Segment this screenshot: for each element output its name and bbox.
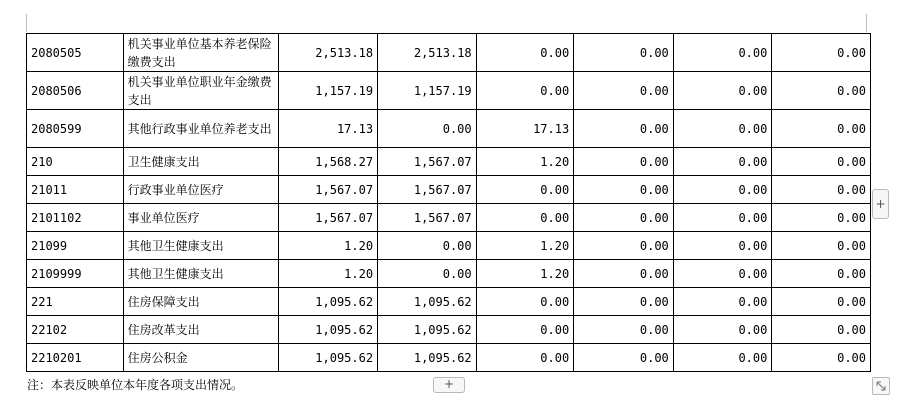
cell-col6[interactable]: 0.00 — [772, 288, 871, 316]
table-row — [27, 288, 871, 316]
cell-total[interactable]: 1,095.62 — [279, 316, 378, 344]
cell-col4[interactable]: 0.00 — [574, 148, 674, 176]
cell-basic[interactable]: 1,095.62 — [378, 288, 477, 316]
cell-basic[interactable]: 1,567.07 — [378, 204, 477, 232]
resize-arrows-icon — [873, 378, 889, 394]
cell-col5[interactable]: 0.00 — [673, 110, 772, 148]
cell-basic[interactable]: 0.00 — [378, 232, 477, 260]
cell-project[interactable]: 1.20 — [476, 148, 574, 176]
cell-col6[interactable]: 0.00 — [772, 176, 871, 204]
table-row — [27, 316, 871, 344]
cell-project[interactable]: 0.00 — [476, 344, 574, 372]
table-footnote: 注：本表反映单位本年度各项支出情况。 — [27, 378, 244, 392]
cell-code[interactable]: 21099 — [27, 232, 124, 260]
table-row — [27, 148, 871, 176]
page-corner-mark-right — [866, 14, 868, 32]
cell-basic[interactable]: 1,095.62 — [378, 316, 477, 344]
expenditure-table — [26, 33, 871, 372]
table-body — [27, 34, 871, 372]
cell-basic[interactable]: 0.00 — [378, 110, 477, 148]
cell-project[interactable]: 1.20 — [476, 260, 574, 288]
cell-col6[interactable]: 0.00 — [772, 110, 871, 148]
cell-col4[interactable]: 0.00 — [574, 260, 674, 288]
cell-total[interactable]: 2,513.18 — [279, 34, 378, 72]
cell-col5[interactable]: 0.00 — [673, 72, 772, 110]
cell-basic[interactable]: 0.00 — [378, 260, 477, 288]
cell-col6[interactable]: 0.00 — [772, 260, 871, 288]
cell-col4[interactable]: 0.00 — [574, 204, 674, 232]
cell-col6[interactable]: 0.00 — [772, 34, 871, 72]
cell-project[interactable]: 0.00 — [476, 204, 574, 232]
cell-basic[interactable]: 1,095.62 — [378, 344, 477, 372]
cell-code[interactable]: 22102 — [27, 316, 124, 344]
cell-name[interactable]: 住房公积金 — [123, 344, 279, 372]
cell-col6[interactable]: 0.00 — [772, 72, 871, 110]
cell-basic[interactable]: 1,567.07 — [378, 176, 477, 204]
cell-col6[interactable]: 0.00 — [772, 316, 871, 344]
cell-col4[interactable]: 0.00 — [574, 344, 674, 372]
cell-total[interactable]: 17.13 — [279, 110, 378, 148]
cell-col5[interactable]: 0.00 — [673, 148, 772, 176]
cell-basic[interactable]: 1,567.07 — [378, 148, 477, 176]
cell-name[interactable]: 卫生健康支出 — [123, 148, 279, 176]
table-row — [27, 204, 871, 232]
table-row — [27, 72, 871, 110]
cell-col4[interactable]: 0.00 — [574, 316, 674, 344]
cell-project[interactable]: 0.00 — [476, 72, 574, 110]
cell-col5[interactable]: 0.00 — [673, 34, 772, 72]
cell-total[interactable]: 1.20 — [279, 260, 378, 288]
cell-col6[interactable]: 0.00 — [772, 148, 871, 176]
cell-name[interactable]: 事业单位医疗 — [123, 204, 279, 232]
cell-total[interactable]: 1.20 — [279, 232, 378, 260]
cell-name[interactable]: 行政事业单位医疗 — [123, 176, 279, 204]
cell-name[interactable]: 住房改革支出 — [123, 316, 279, 344]
cell-code[interactable]: 2080506 — [27, 72, 124, 110]
cell-col5[interactable]: 0.00 — [673, 344, 772, 372]
cell-name[interactable]: 机关事业单位职业年金缴费支出 — [123, 72, 279, 110]
table-row — [27, 176, 871, 204]
cell-col4[interactable]: 0.00 — [574, 72, 674, 110]
table-row — [27, 260, 871, 288]
cell-basic[interactable]: 2,513.18 — [378, 34, 477, 72]
cell-code[interactable]: 221 — [27, 288, 124, 316]
cell-project[interactable]: 0.00 — [476, 176, 574, 204]
table-row — [27, 34, 871, 72]
cell-code[interactable]: 2210201 — [27, 344, 124, 372]
cell-name[interactable]: 其他卫生健康支出 — [123, 260, 279, 288]
cell-col6[interactable]: 0.00 — [772, 232, 871, 260]
cell-project[interactable]: 0.00 — [476, 34, 574, 72]
add-row-button[interactable]: + — [433, 377, 465, 393]
cell-name[interactable]: 其他卫生健康支出 — [123, 232, 279, 260]
cell-col4[interactable]: 0.00 — [574, 110, 674, 148]
cell-col5[interactable]: 0.00 — [673, 176, 772, 204]
table-row — [27, 110, 871, 148]
cell-code[interactable]: 2080505 — [27, 34, 124, 72]
cell-name[interactable]: 其他行政事业单位养老支出 — [123, 110, 279, 148]
cell-col5[interactable]: 0.00 — [673, 316, 772, 344]
cell-project[interactable]: 17.13 — [476, 110, 574, 148]
cell-total[interactable]: 1,095.62 — [279, 288, 378, 316]
table-row — [27, 232, 871, 260]
cell-project[interactable]: 1.20 — [476, 232, 574, 260]
page-corner-mark-left — [26, 14, 28, 32]
cell-col4[interactable]: 0.00 — [574, 288, 674, 316]
cell-col6[interactable]: 0.00 — [772, 204, 871, 232]
cell-total[interactable]: 1,568.27 — [279, 148, 378, 176]
cell-total[interactable]: 1,157.19 — [279, 72, 378, 110]
table-resize-handle[interactable] — [872, 377, 890, 395]
cell-code[interactable]: 2080599 — [27, 110, 124, 148]
cell-code[interactable]: 21011 — [27, 176, 124, 204]
cell-col5[interactable]: 0.00 — [673, 260, 772, 288]
cell-col4[interactable]: 0.00 — [574, 232, 674, 260]
add-column-button[interactable]: + — [872, 189, 889, 219]
cell-total[interactable]: 1,567.07 — [279, 204, 378, 232]
cell-col5[interactable]: 0.00 — [673, 288, 772, 316]
cell-name[interactable]: 住房保障支出 — [123, 288, 279, 316]
cell-name[interactable]: 机关事业单位基本养老保险缴费支出 — [123, 34, 279, 72]
cell-project[interactable]: 0.00 — [476, 288, 574, 316]
cell-code[interactable]: 2109999 — [27, 260, 124, 288]
table-row — [27, 344, 871, 372]
cell-col6[interactable]: 0.00 — [772, 344, 871, 372]
cell-code[interactable]: 210 — [27, 148, 124, 176]
cell-code[interactable]: 2101102 — [27, 204, 124, 232]
cell-basic[interactable]: 1,157.19 — [378, 72, 477, 110]
cell-col4[interactable]: 0.00 — [574, 176, 674, 204]
cell-col5[interactable]: 0.00 — [673, 232, 772, 260]
cell-total[interactable]: 1,567.07 — [279, 176, 378, 204]
cell-total[interactable]: 1,095.62 — [279, 344, 378, 372]
cell-col4[interactable]: 0.00 — [574, 34, 674, 72]
cell-col5[interactable]: 0.00 — [673, 204, 772, 232]
cell-project[interactable]: 0.00 — [476, 316, 574, 344]
